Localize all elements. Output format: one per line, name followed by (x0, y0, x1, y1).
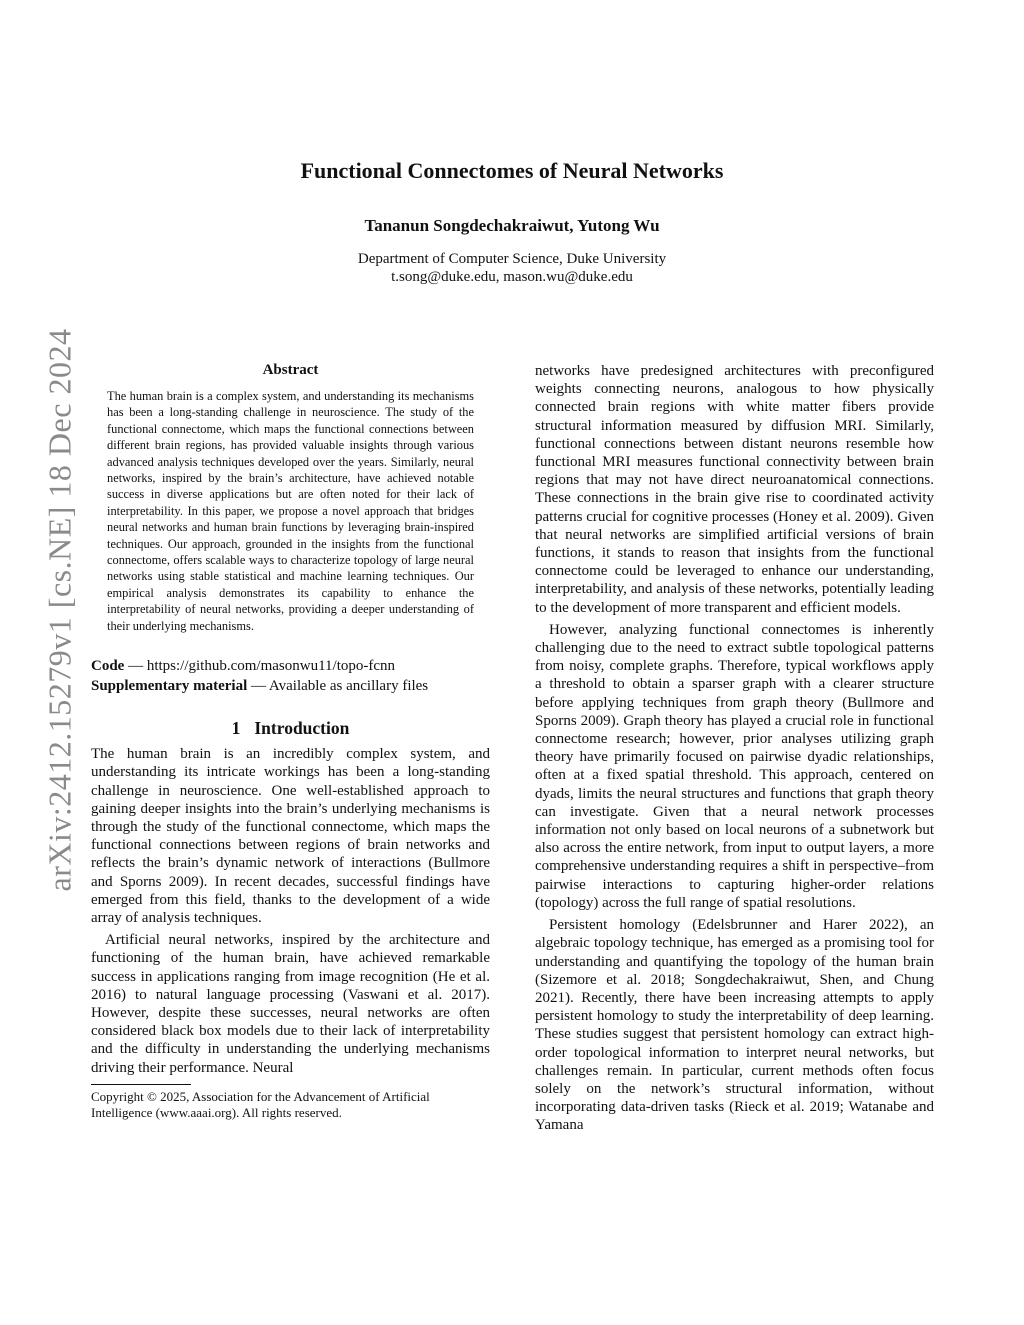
left-column (91, 362, 490, 1121)
paper-authors: Tananun Songdechakraiwut, Yutong Wu (364, 216, 660, 235)
code-line (91, 656, 490, 676)
resource-links (91, 656, 490, 696)
code-link[interactable]: — https://github.com/masonwu11/topo-fcnn (124, 658, 396, 675)
code-label: Code (91, 658, 125, 675)
abstract-heading: Abstract (262, 362, 319, 378)
right-paragraph-1: networks have predesigned architectures with preconfigured weights connecting neurons, analogous to how physically connected brain regions with white matter fibers provide structural information measured by diffusion MRI. Similarly, functional connections between distant neurons resemble how functional MRI measures functional connectivity between brain regions that may not have direct neuroanatomical connections. These connections in the brain give rise to coordinated activity patterns crucial for cognitive processes (Honey et al. 2009). Given that neural networks are simplified artificial versions of brain functions, it stands to reason that insights from the functional connectome could be leveraged to enhance our understanding, interpretability, and analysis of these networks, potentially leading to the development of more transparent and efficient models. (535, 363, 934, 616)
supplementary-label: Supplementary material (91, 678, 248, 695)
supplementary-line (91, 676, 490, 696)
right-paragraph-3: Persistent homology (Edelsbrunner and Harer 2022), an algebraic topology technique, has emerged as a promising tool for understanding and quantifying the topology of the human brain (Sizemore et al. 2018; Songdechakraiwut, Shen, and Chung 2021). Recently, there have been increasing attempts to apply persistent homology to study the interpretability of deep learning. These studies suggest that persistent homology can extract high-order topological information to interpret neural networks, but challenges remain. In particular, current methods often focus solely on the network’s structural information, without incorporating data-driven tasks (Rieck et al. 2019; Watanabe and Yamana (535, 917, 934, 1134)
section-heading-introduction (91, 718, 490, 739)
abstract-text: The human brain is a complex system, and understanding its mechanisms has been a long-standing challenge in neuroscience. The study of the functional connectome, which maps the functional connections between different brain regions, has provided valuable insights through various advanced analysis techniques developed over the years. Similarly, neural networks, inspired by the brain’s architecture, have achieved notable success in diverse applications but are often noted for their lack of interpretability. In this paper, we propose a novel approach that bridges neural networks and human brain functions by leveraging brain-inspired techniques. Our approach, grounded in the insights from the functional connectome, offers scalable ways to characterize topology of large neural networks using stable statistical and machine learning techniques. Our empirical analysis demonstrates its capability to enhance the interpretability of neural networks, providing a deeper understanding of their underlying mechanisms. (107, 389, 474, 633)
footnote-divider (91, 1084, 191, 1085)
author-affiliation-block (0, 250, 1024, 286)
right-column (535, 362, 934, 1135)
author-emails: t.song@duke.edu, mason.wu@duke.edu (391, 269, 633, 285)
paper-title: Functional Connectomes of Neural Networks (300, 158, 724, 183)
section-title: Introduction (254, 718, 350, 739)
supplementary-text: — Available as ancillary files (247, 678, 429, 695)
right-paragraph-2: However, analyzing functional connectomes is inherently challenging due to the need to extract subtle topological patterns from noisy, complete graphs. Therefore, typical workflows apply a threshold to obtain a sparser graph with a clearer structure before applying techniques from graph theory (Bullmore and Sporns 2009). Graph theory has played a crucial role in functional connectome research; however, prior analyses utilizing graph theory have primarily focused on pairwise dyadic relationships, often at a fixed spatial threshold. This approach, centered on dyads, limits the neural structures and functions that graph theory can investigate. Given that a neural network processes information not only based on local neurons of a subnetwork but also across the entire network, from input to output layers, a more comprehensive understanding requires a shift in perspective–from pairwise interactions to capturing higher-order relations (topology) across the full range of spatial resolutions. (535, 621, 934, 911)
intro-paragraph-2: Artificial neural networks, inspired by the architecture and functioning of the human brain, have achieved remarkable success in applications ranging from image recognition (He et al. 2016) to natural language processing (Vaswani et al. 2017). However, despite these successes, neural networks are often considered black box models due to their lack of interpretability and the difficulty in understanding the underlying mechanisms driving their performance. Neural (91, 932, 490, 1076)
arxiv-identifier: arXiv:2412.15279v1 [cs.NE] 18 Dec 2024 (41, 328, 78, 892)
copyright-footnote: Copyright © 2025, Association for the Advancement of Artificial Intelligence (www.aaai.org). All rights reserved. (91, 1088, 430, 1120)
section-number: 1 (231, 718, 241, 739)
intro-paragraph-1: The human brain is an incredibly complex system, and understanding its intricate workings has been a long-standing challenge in neuroscience. One well-established approach to gaining deeper insights into the brain’s underlying mechanisms is through the study of the functional connectome, which maps the functional connections between regions of brain networks and reflects the brain’s dynamic network of interactions (Bullmore and Sporns 2009). In recent decades, successful findings have emerged from this field, thanks to the development of a wide array of analysis techniques. (91, 746, 490, 926)
affiliation: Department of Computer Science, Duke University (357, 251, 667, 267)
